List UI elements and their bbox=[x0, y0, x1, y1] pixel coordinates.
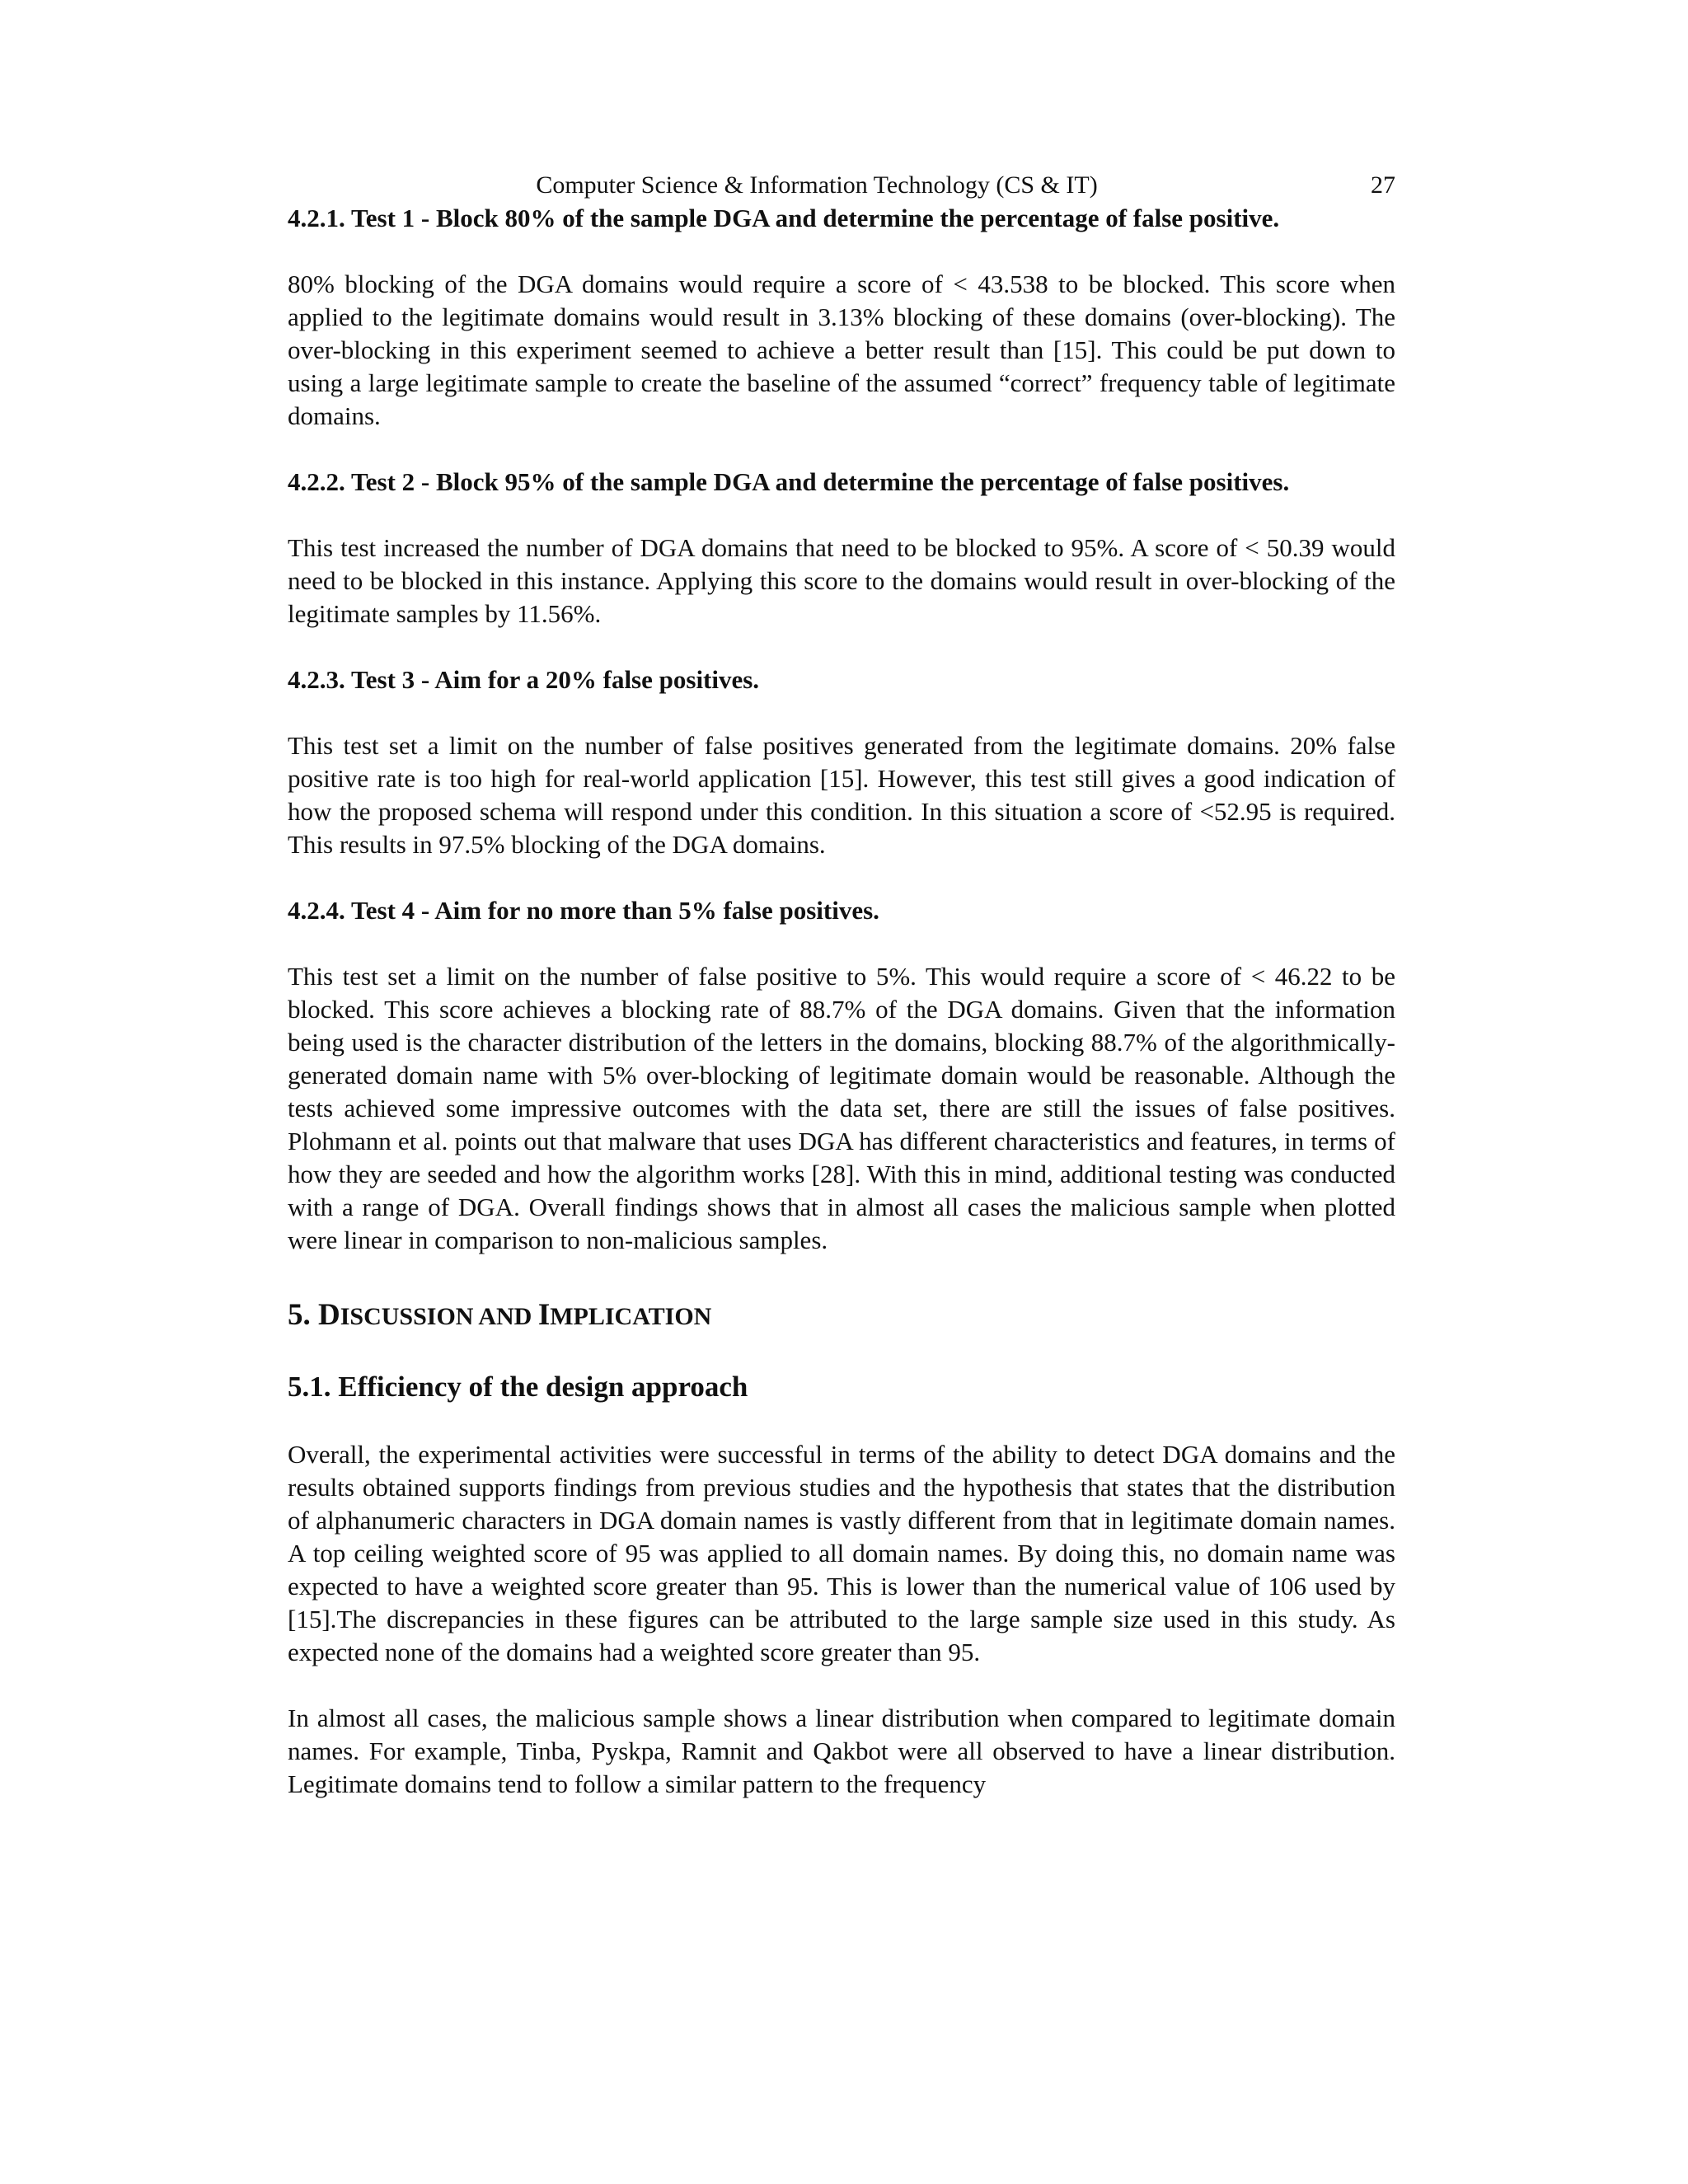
section-4-2-2-body: This test increased the number of DGA domains that need to be blocked to 95%. A score of < 50.39 would need to be blocked in this instance. Applying this score to the domains would result in over-blocking of the legitimate samples by 11.56%. bbox=[288, 533, 1395, 628]
section-4-2-1-heading: 4.2.1. Test 1 - Block 80% of the sample DGA and determine the percentage of false positive. bbox=[288, 204, 1280, 232]
section-4-2-4-body: This test set a limit on the number of false positive to 5%. This would require a score of < 46.22 to be blocked. This score achieves a blocking rate of 88.7% of the DGA domains. Given that the information being used is the character distribution of the letters in the domains, blocking 88.7% of the algorithmically-generated domain name with 5% over-blocking of legitimate domain would be reasonable. Although the tests achieved some impressive outcomes with the data set, there are still the issues of false positives. Plohmann et al. points out that malware that uses DGA has different characteristics and features, in terms of how they are seeded and how the algorithm works [28]. With this in mind, additional testing was conducted with a range of DGA. Overall findings shows that in almost all cases the malicious sample when plotted were linear in comparison to non-malicious samples. bbox=[288, 962, 1395, 1254]
section-4-2-1-body: 80% blocking of the DGA domains would require a score of < 43.538 to be blocked. This score when applied to the legitimate domains would result in 3.13% blocking of these domains (over-blocking). The over-blocking in this experiment seemed to achieve a better result than [15]. This could be put down to using a large legitimate sample to create the baseline of the assumed “correct” frequency table of legitimate domains. bbox=[288, 269, 1395, 430]
paper-page bbox=[288, 169, 1395, 1801]
journal-title: Computer Science & Information Technology (CS & IT) bbox=[536, 171, 1098, 199]
section-5-heading bbox=[288, 1296, 1395, 1336]
section-5-number: 5. bbox=[288, 1298, 318, 1332]
section-4-2-3-body: This test set a limit on the number of false positives generated from the legitimate domains. 20% false positive rate is too high for real-world application [15]. However, this test still gives a good indication of how the proposed schema will respond under this condition. In this situation a score of <52.95 is required. This results in 97.5% blocking of the DGA domains. bbox=[288, 731, 1395, 859]
section-5-smallcaps-1: ISCUSSION AND bbox=[340, 1303, 538, 1330]
section-5-cap-i: I bbox=[537, 1298, 551, 1332]
section-5-smallcaps-2: MPLICATION bbox=[550, 1303, 712, 1330]
section-4-2-3-heading: 4.2.3. Test 3 - Aim for a 20% false positives. bbox=[288, 665, 760, 694]
section-5-1-body-1: Overall, the experimental activities were successful in terms of the ability to detect DGA domains and the results obtained supports findings from previous studies and the hypothesis that states that the distribution of alphanumeric characters in DGA domain names is vastly different from that in legitimate domain names. A top ceiling weighted score of 95 was applied to all domain names. By doing this, no domain name was expected to have a weighted score greater than 95. This is lower than the numerical value of 106 used by [15].The discrepancies in these figures can be attributed to the large sample size used in this study. As expected none of the domains had a weighted score greater than 95. bbox=[288, 1440, 1395, 1666]
running-header bbox=[288, 169, 1395, 202]
page-number: 27 bbox=[1371, 171, 1395, 199]
section-5-cap-d: D bbox=[318, 1298, 340, 1332]
section-5-1-heading: 5.1. Efficiency of the design approach bbox=[288, 1371, 748, 1403]
section-5-1-body-2: In almost all cases, the malicious sample shows a linear distribution when compared to legitimate domain names. For example, Tinba, Pyskpa, Ramnit and Qakbot were all observed to have a linear distribution. Legitimate domains tend to follow a similar pattern to the frequency bbox=[288, 1704, 1395, 1798]
section-4-2-4-heading: 4.2.4. Test 4 - Aim for no more than 5% false positives. bbox=[288, 896, 879, 925]
section-4-2-2-heading: 4.2.2. Test 2 - Block 95% of the sample DGA and determine the percentage of false positives. bbox=[288, 467, 1290, 496]
